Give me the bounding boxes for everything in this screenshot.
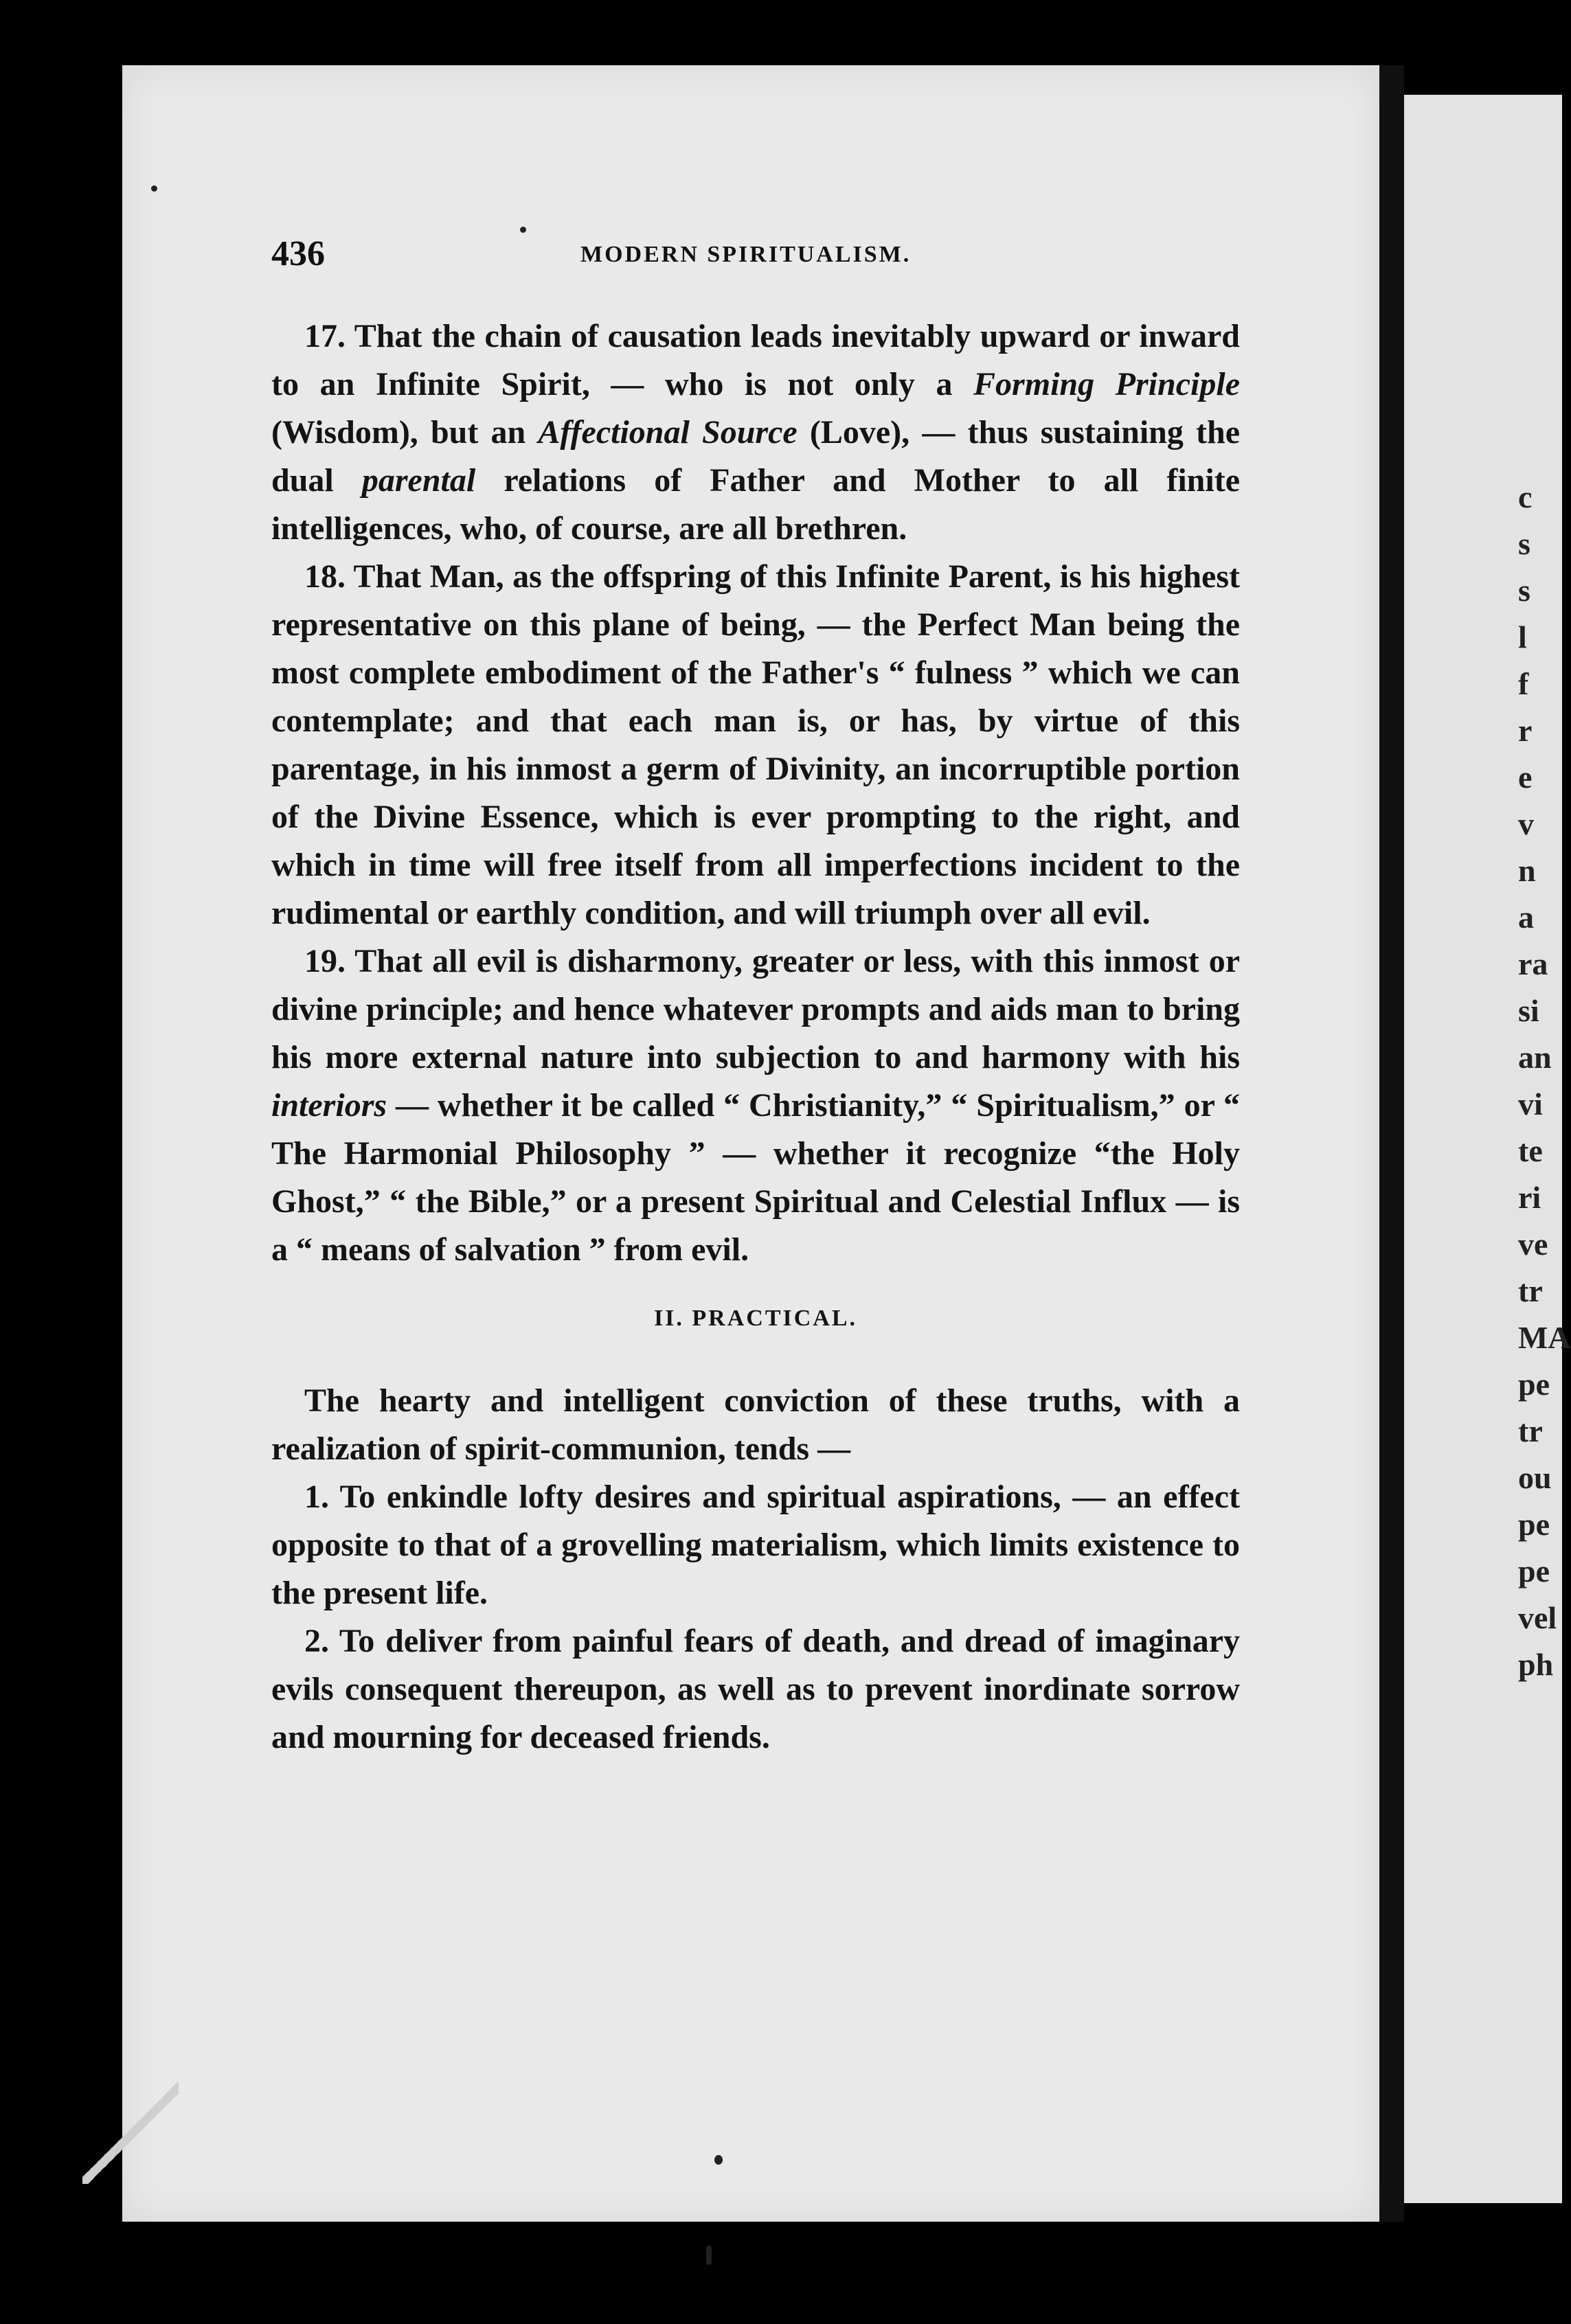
facing-fragment: ph (1518, 1647, 1554, 1682)
paragraph-18: 18. That Man, as the offspring of this Infinite Parent, is his highest representative on this plane of being, — the Perfect Man being the most complete embodiment of the Father's “ fulness ” which we can contemplate; and that each man is, or has, by virtue of this parentage, in his inmost a germ of Divinity, an incorruptible portion of the Divine Essence, which is ever prompting to the right, and which in time will free itself from all imperfections incident to the rudimental or earthly condition, and will triumph over all evil. (271, 558, 1240, 931)
body-text (271, 312, 1240, 1762)
facing-fragment: vel (1518, 1600, 1557, 1635)
speck (714, 2155, 723, 2165)
facing-fragment: f (1518, 666, 1529, 701)
italic-run: parental (361, 462, 476, 499)
italic-run: interiors (271, 1087, 387, 1124)
facing-fragment: a (1518, 900, 1534, 935)
text-run: — whether it be called “ Christianity,” “ Spiritualism,” or “ The Harmonial Philosophy ” — whether it recognize “the Holy Ghost,” “ the Bible,” or a present Spiritual and Celestial Influx — is a “ means of salvation ” from evil. (271, 1087, 1240, 1268)
page-header (271, 233, 1254, 288)
text-run: (Love), — thus sustaining the dual (271, 414, 1241, 499)
page-fold (82, 2074, 179, 2184)
italic-run: Affectional Source (538, 414, 798, 451)
facing-fragment: r (1518, 713, 1533, 748)
facing-fragment: vi (1518, 1086, 1543, 1121)
facing-fragment: e (1518, 760, 1533, 795)
facing-fragment: si (1518, 993, 1539, 1028)
paragraph-19 (271, 937, 1240, 1274)
facing-fragment: ou (1518, 1460, 1552, 1495)
facing-fragment: ve (1518, 1227, 1548, 1262)
italic-run: Forming Principle (973, 366, 1240, 402)
facing-fragment: ri (1518, 1180, 1541, 1215)
facing-fragment: pe (1518, 1507, 1550, 1542)
section-heading: II. PRACTICAL. (653, 1306, 858, 1331)
text-run: (Wisdom), but an (271, 414, 539, 451)
running-head: MODERN SPIRITUALISM. (580, 242, 912, 267)
paragraph-intro: The hearty and intelligent conviction of these truths, with a realization of spirit-communion, tends — (271, 1382, 1240, 1467)
facing-fragment: s (1518, 526, 1530, 561)
facing-fragment: l (1518, 619, 1527, 654)
facing-fragment: v (1518, 806, 1534, 841)
book-gutter (1379, 65, 1404, 2222)
facing-fragment: pe (1518, 1553, 1550, 1588)
list-item-1: 1. To enkindle lofty desires and spiritual aspirations, — an effect opposite to that of a grovelling materialism, which limits existence to the present life. (271, 1479, 1240, 1611)
facing-fragment: n (1518, 853, 1536, 888)
facing-fragment: ra (1518, 946, 1548, 981)
facing-fragment: s (1518, 573, 1530, 608)
speck (520, 227, 526, 233)
page-number: 436 (271, 234, 325, 273)
facing-fragment: tr (1518, 1273, 1543, 1308)
list-item-2: 2. To deliver from painful fears of death, and dread of imaginary evils consequent thereupon, as well as to prevent inordinate sorrow and mourning for deceased friends. (271, 1623, 1240, 1755)
speck (151, 185, 157, 192)
facing-fragment: te (1518, 1133, 1543, 1168)
facing-fragment: c (1518, 479, 1533, 514)
facing-fragment: tr (1518, 1413, 1543, 1448)
paragraph-17 (271, 312, 1240, 553)
text-run: 17. That the chain of causation leads inevitably upward or inward to an Infinite Spirit, — who is not only a (271, 318, 1240, 402)
facing-fragment: pe (1518, 1367, 1550, 1402)
text-run: 19. That all evil is disharmony, greater or less, with this inmost or divine principle; and hence whatever prompts and aids man to bring his more external nature into subjection to and harmony with his (271, 943, 1240, 1075)
facing-fragment: MA (1518, 1320, 1571, 1355)
speck (706, 2246, 712, 2265)
facing-fragment: an (1518, 1040, 1552, 1075)
text-run: relations of Father and Mother to all finite intelligences, who, of course, are all brethren. (271, 462, 1240, 547)
facing-page-fragments (1518, 474, 1571, 1688)
